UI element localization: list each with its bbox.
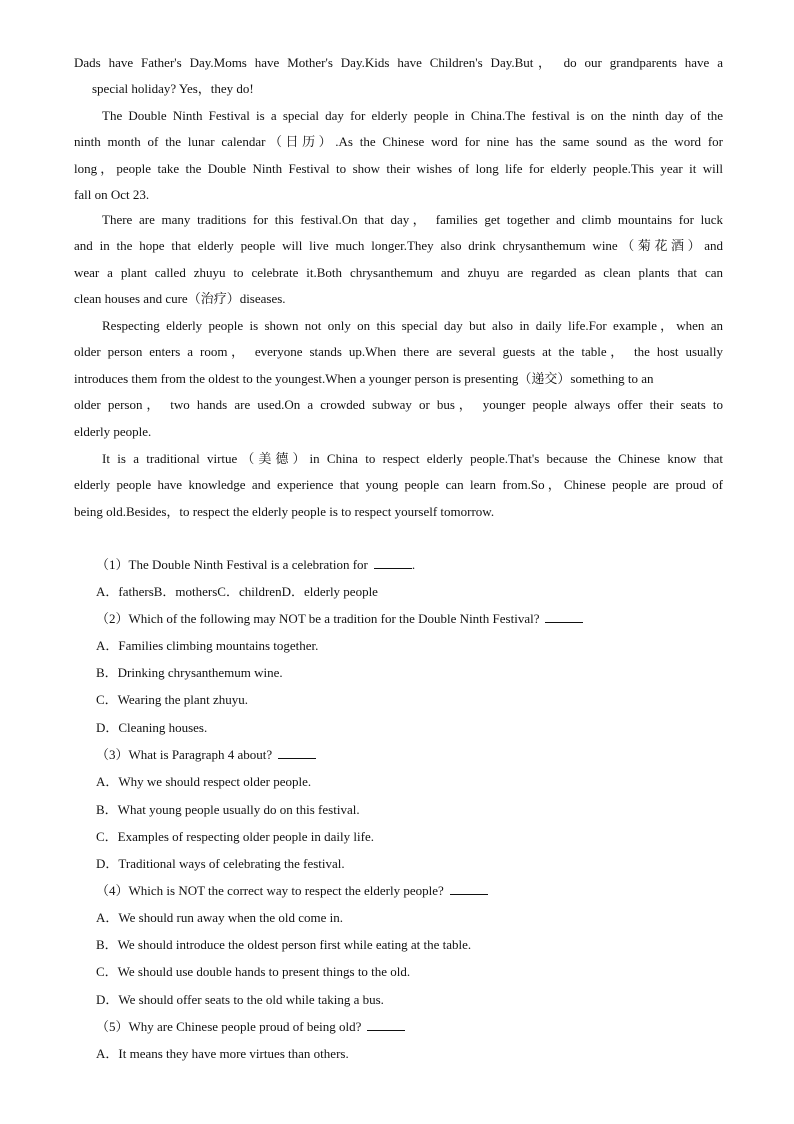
passage-line: older person enters a room， everyone stands up.When there are several guests at the table， the host usually: [74, 344, 723, 360]
passage-line: fall on Oct 23.: [74, 187, 150, 203]
answer-blank[interactable]: [374, 556, 412, 569]
passage-line: ninth month of the lunar calendar（日历）.As the Chinese word for nine has the same sound as the word for: [74, 134, 723, 150]
question-1-options: A．fathersB．mothersC．childrenD．elderly people: [96, 584, 378, 599]
question-3: [96, 745, 316, 765]
passage-line: Dads have Father's Day.Moms have Mother's Day.Kids have Children's Day.But， do our grandparents have a: [74, 55, 723, 70]
question-3-option-a: A．Why we should respect older people.: [96, 774, 312, 789]
answer-blank[interactable]: [545, 610, 583, 623]
answer-blank[interactable]: [367, 1018, 405, 1031]
passage-line: older person， two hands are used.On a crowded subway or bus， younger people always offer their seats to: [74, 397, 723, 413]
passage-line: clean houses and cure（治疗）diseases.: [74, 291, 286, 307]
passage-paragraph-1: [74, 50, 723, 103]
question-2: [96, 609, 583, 629]
passage-line: and in the hope that elderly people will live much longer.They also drink chrysanthemum wine（菊花酒）and: [74, 238, 723, 254]
question-3-option-c: C．Examples of respecting older people in daily life.: [96, 829, 374, 844]
question-4: [96, 881, 488, 901]
question-text: （4）Which is NOT the correct way to respect the elderly people?: [96, 883, 444, 898]
question-text: （3）What is Paragraph 4 about?: [96, 747, 273, 762]
passage-paragraph-2: [74, 103, 723, 209]
question-5: [96, 1017, 405, 1037]
passage-paragraph-5: [74, 446, 723, 525]
passage-line: It is a traditional virtue（美德）in China to respect elderly people.That's because the Chinese know that: [102, 451, 723, 466]
passage-line: elderly people have knowledge and experience that young people can learn from.So，Chinese people are proud of: [74, 477, 723, 493]
question-2-option-a: A．Families climbing mountains together.: [96, 638, 319, 653]
passage-line: introduces them from the oldest to the youngest.When a younger person is presenting（递交）something to an: [74, 370, 654, 386]
answer-blank[interactable]: [278, 746, 316, 759]
question-1: （1）The Double Ninth Festival is a celebration for .: [96, 557, 416, 572]
passage-line: elderly people.: [74, 423, 152, 439]
answer-blank[interactable]: [450, 882, 488, 895]
question-2-option-c: C．Wearing the plant zhuyu.: [96, 692, 249, 707]
question-3-option-b: B．What young people usually do on this festival.: [96, 802, 360, 817]
question-2-option-d: D．Cleaning houses.: [96, 720, 208, 735]
passage-line: wear a plant called zhuyu to celebrate it.Both chrysanthemum and zhuyu are regarded as clean plants that can: [74, 264, 723, 280]
passage-line: being old.Besides，to respect the elderly people is to respect yourself tomorrow.: [74, 503, 495, 519]
question-4-option-a: A．We should run away when the old come in.: [96, 910, 343, 925]
question-4-option-b: B．We should introduce the oldest person first while eating at the table.: [96, 937, 472, 952]
passage-line: The Double Ninth Festival is a special day for elderly people in China.The festival is on the ninth day of the: [102, 108, 723, 123]
passage-line: long，people take the Double Ninth Festival to show their wishes of long life for elderly people.This year it will: [74, 160, 723, 176]
passage-line: There are many traditions for this festival.On that day， families get together and climb mountains for luck: [102, 212, 723, 227]
question-text: （1）The Double Ninth Festival is a celebration for: [96, 557, 368, 572]
question-2-option-b: B．Drinking chrysanthemum wine.: [96, 665, 283, 680]
question-3-option-d: D．Traditional ways of celebrating the festival.: [96, 856, 345, 871]
passage-paragraph-3: [74, 207, 723, 313]
question-text: （2）Which of the following may NOT be a tradition for the Double Ninth Festival?: [96, 611, 540, 626]
question-text: （5）Why are Chinese people proud of being old?: [96, 1019, 362, 1034]
passage-line: Respecting elderly people is shown not only on this special day but also in daily life.For example，when an: [102, 318, 723, 333]
question-4-option-d: D．We should offer seats to the old while taking a bus.: [96, 992, 384, 1007]
question-5-option-a: A．It means they have more virtues than others.: [96, 1046, 349, 1061]
passage-paragraph-4: [74, 313, 723, 445]
passage-line: special holiday? Yes，they do!: [92, 81, 254, 97]
question-4-option-c: C．We should use double hands to present things to the old.: [96, 964, 411, 979]
